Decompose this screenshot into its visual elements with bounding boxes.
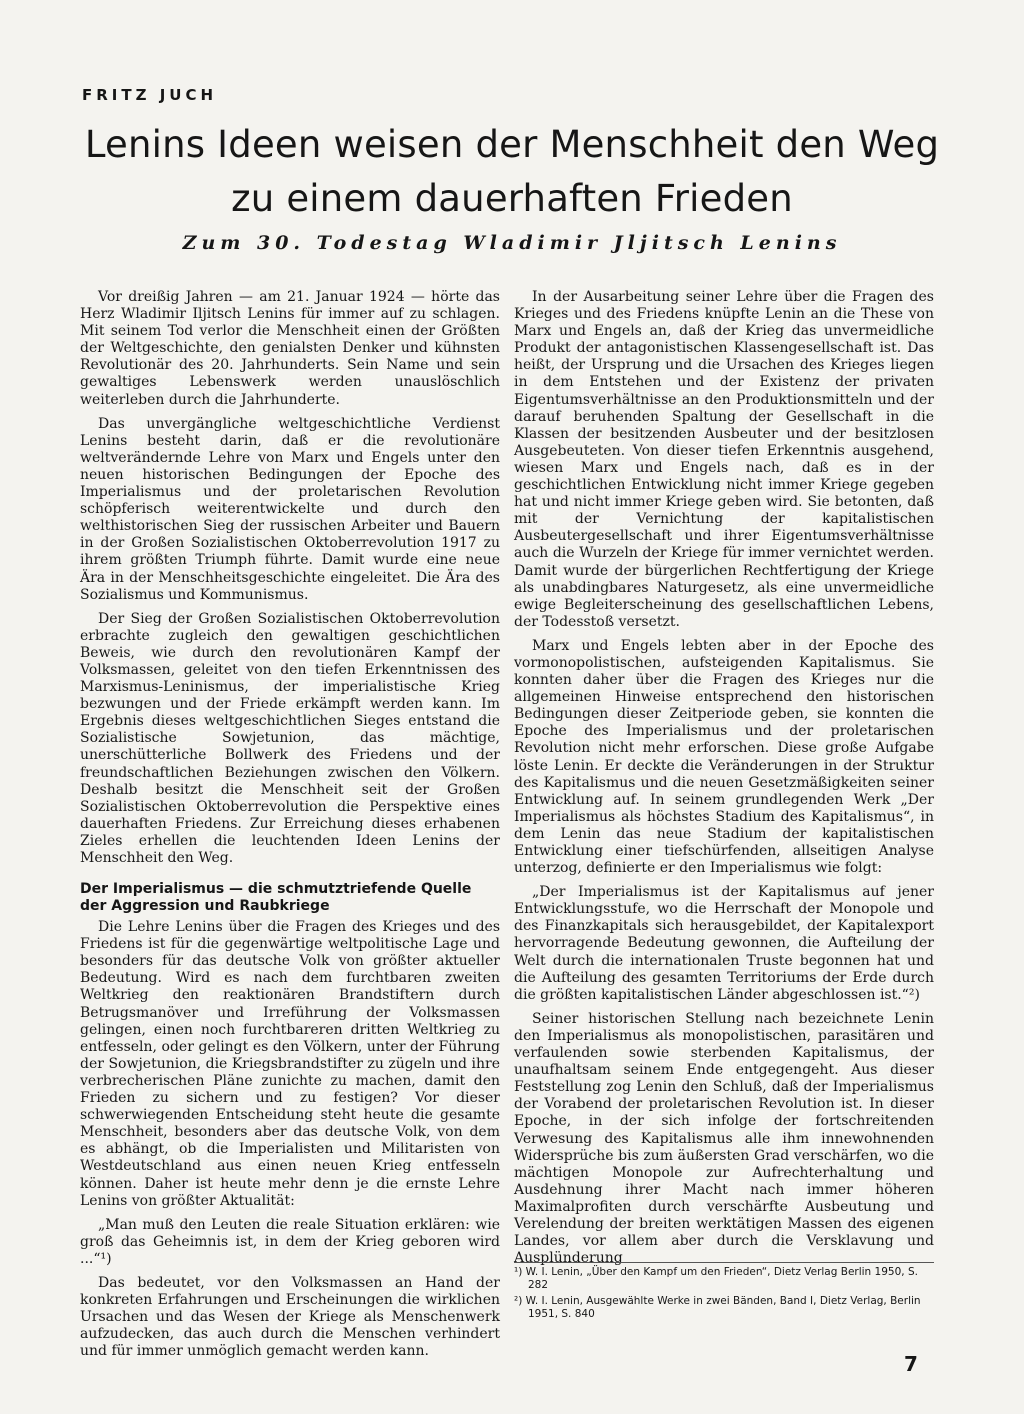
paragraph: In der Ausarbeitung seiner Lehre über die Fragen des Krieges und des Friedens knüpfte Lenin an die These von Marx und Engels an, daß der Krieg das unvermeidliche Produkt der antagonistischen Klassengesellschaft ist. Das heißt, der Ursprung und die Ursachen des Krieges liegen in dem Entstehen und der Existenz der privaten Eigentumsverhältnisse an den Produktionsmitteln und der darauf beruhenden Spaltung der Gesellschaft in die Klassen der besitzenden Ausbeuter und der besitzlosen Ausgebeuteten. Von dieser tiefen Erkenntnis ausgehend, wiesen Marx und Engels nach, daß es in der geschichtlichen Entwicklung nicht immer Kriege gegeben hat und nicht immer Kriege geben wird. Sie betonten, daß mit der Vernichtung der kapitalistischen Ausbeutergesellschaft und ihrer Eigentumsverhältnisse auch die Wurzeln der Kriege für immer vernichtet werden. Damit wurde der bürgerlichen Rechtfertigung der Kriege als unabdingbares Naturgesetz, als eine unvermeidliche ewige Begleiterscheinung des gesellschaftlichen Lebens, der Todesstoß versetzt. <box>514 289 934 630</box>
paragraph: Marx und Engels lebten aber in der Epoche des vormonopolistischen, aufsteigenden Kapitalismus. Sie konnten daher über die Fragen des Krieges nur die allgemeinen Hinweise entsprechend den historischen Bedingungen dieser Zeitperiode geben, sie konnten die Epoche des Imperialismus und der proletarischen Revolution nicht mehr erforschen. Diese große Aufgabe löste Lenin. Er deckte die Veränderungen in der Struktur des Kapitalismus und die neuen Gesetzmäßigkeiten seiner Entwicklung auf. In seinem grundlegenden Werk „Der Imperialismus als höchstes Stadium des Kapitalismus“, in dem Lenin das neue Stadium der kapitalistischen Entwicklung einer tiefschürfenden, allseitigen Analyse unterzog, definierte er den Imperialismus wie folgt: <box>514 637 934 877</box>
title-line-1: Lenins Ideen weisen der Menschheit den Weg <box>84 123 940 166</box>
quotation: „Der Imperialismus ist der Kapitalismus auf jener Entwicklungsstufe, wo die Herrschaft der Monopole und des Finanzkapitals sich herausgebildet, der Kapitalexport hervorragende Bedeutung gewonnen, die Aufteilung der Welt durch die internationalen Truste begonnen hat und die Aufteilung des gesamten Territoriums der Erde durch die größten kapitalistischen Länder abgeschlossen ist.“²) <box>514 884 934 1003</box>
paragraph: Das unvergängliche weltgeschichtliche Verdienst Lenins besteht darin, daß er die revolutionäre weltverändernde Lehre von Marx und Engels unter den neuen historischen Bedingungen der Epoche des Imperialismus und der proletarischen Revolution schöpferisch weiterentwickelte und durch den welthistorischen Sieg der russischen Arbeiter und Bauern in der Großen Sozialistischen Oktoberrevolution 1917 zu ihrem größten Triumph führte. Damit wurde eine neue Ära in der Menschheitsgeschichte eingeleitet. Die Ära des Sozialismus und Kommunismus. <box>80 415 500 603</box>
paragraph: Seiner historischen Stellung nach bezeichnete Lenin den Imperialismus als monopolistischen, parasitären und verfaulenden sowie sterbenden Kapitalismus, der unaufhaltsam seinem Ende entgegengeht. Aus dieser Feststellung zog Lenin den Schluß, daß der Imperialismus der Vorabend der proletarischen Revolution ist. In dieser Epoche, in der sich infolge der fortschreitenden Verwesung des Kapitalismus alle ihm innewohnenden Widersprüche bis zum äußersten Grad verschärfen, wo die mächtigen Monopole zur Aufrechterhaltung und Ausdehnung ihrer Macht nach immer höheren Maximalprofiten durch verschärfte Ausbeutung und Verelendung der breiten werktätigen Massen des eigenen Landes, vor allem aber durch die Versklavung und Ausplünderung <box>514 1010 934 1267</box>
paragraph: Die Lehre Lenins über die Fragen des Krieges und des Friedens ist für die gegenwärtige weltpolitische Lage und besonders für das deutsche Volk von größter aktueller Bedeutung. Wird es nach dem furchtbaren zweiten Weltkrieg den reaktionären Brandstiftern durch Betrugsmanöver und Irreführung der Volksmassen gelingen, einen noch furchtbareren dritten Weltkrieg zu entfesseln, oder gelingt es den Völkern, unter der Führung der Sowjetunion, die Kriegsbrandstifter zu zügeln und ihre verbrecherischen Pläne zunichte zu machen, damit den Frieden zu sichern und zu festigen? Vor dieser schwerwiegenden Entscheidung steht heute die gesamte Menschheit, besonders aber das deutsche Volk, von dem es abhängt, ob die Imperialisten und Militaristen von Westdeutschland aus einen neuen Krieg entfesseln können. Daher ist heute mehr denn je die ernste Lehre Lenins von größter Aktualität: <box>80 919 500 1209</box>
left-column <box>80 289 500 1367</box>
paragraph: Das bedeutet, vor den Volksmassen an Hand der konkreten Erfahrungen und Erscheinungen die wirklichen Ursachen und das Wesen der Kriege als Menschenwerk aufzudecken, das auch durch die Menschen verhindert und für immer unmöglich gemacht werden kann. <box>80 1274 500 1360</box>
quotation: „Man muß den Leuten die reale Situation erklären: wie groß das Geheimnis ist, in dem der Krieg geboren wird ...“¹) <box>80 1216 500 1267</box>
footnote-2: ²) W. I. Lenin, Ausgewählte Werke in zwei Bänden, Band I, Dietz Verlag, Berlin 1951, S. 840 <box>514 1295 921 1320</box>
article-subtitle: Zum 30. Todestag Wladimir Jljitsch Lenins <box>182 232 842 254</box>
paragraph: Vor dreißig Jahren — am 21. Januar 1924 — hörte das Herz Wladimir Iljitsch Lenins für immer auf zu schlagen. Mit seinem Tod verlor die Menschheit einen der Größten der Weltgeschichte, den genialsten Denker und kühnsten Revolutionär des 20. Jahrhunderts. Sein Name und sein gewaltiges Lebenswerk werden unauslöschlich weiterleben durch die Jahrhunderte. <box>80 289 500 408</box>
title-line-2: zu einem dauerhaften Frieden <box>231 177 793 220</box>
section-heading: Der Imperialismus — die schmutztriefende Quelle der Aggression und Raubkriege <box>80 881 472 915</box>
article-title <box>60 118 964 226</box>
page-number: 7 <box>904 1352 918 1376</box>
footnote-1: ¹) W. I. Lenin, „Über den Kampf um den Frieden“, Dietz Verlag Berlin 1950, S. 282 <box>514 1266 918 1291</box>
footnotes <box>514 1262 934 1324</box>
author-name: FRITZ JUCH <box>82 86 218 104</box>
right-column <box>514 289 934 1274</box>
paragraph: Der Sieg der Großen Sozialistischen Oktoberrevolution erbrachte zugleich den gewaltigen geschichtlichen Beweis, wie durch den revolutionären Kampf der Volksmassen, geleitet von den tiefen Erkenntnissen des Marxismus-Leninismus, der imperialistische Krieg bezwungen und der Friede erkämpft werden kann. Im Ergebnis dieses weltgeschichtlichen Sieges entstand die Sozialistische Sowjetunion, das mächtige, unerschütterliche Bollwerk des Friedens und der freundschaftlichen Beziehungen zwischen den Völkern. Deshalb besitzt die Menschheit seit der Großen Sozialistischen Oktoberrevolution die Perspektive eines dauerhaften Friedens. Zur Erreichung dieses erhabenen Zieles erhellen die leuchtenden Ideen Lenins der Menschheit den Weg. <box>80 610 500 866</box>
